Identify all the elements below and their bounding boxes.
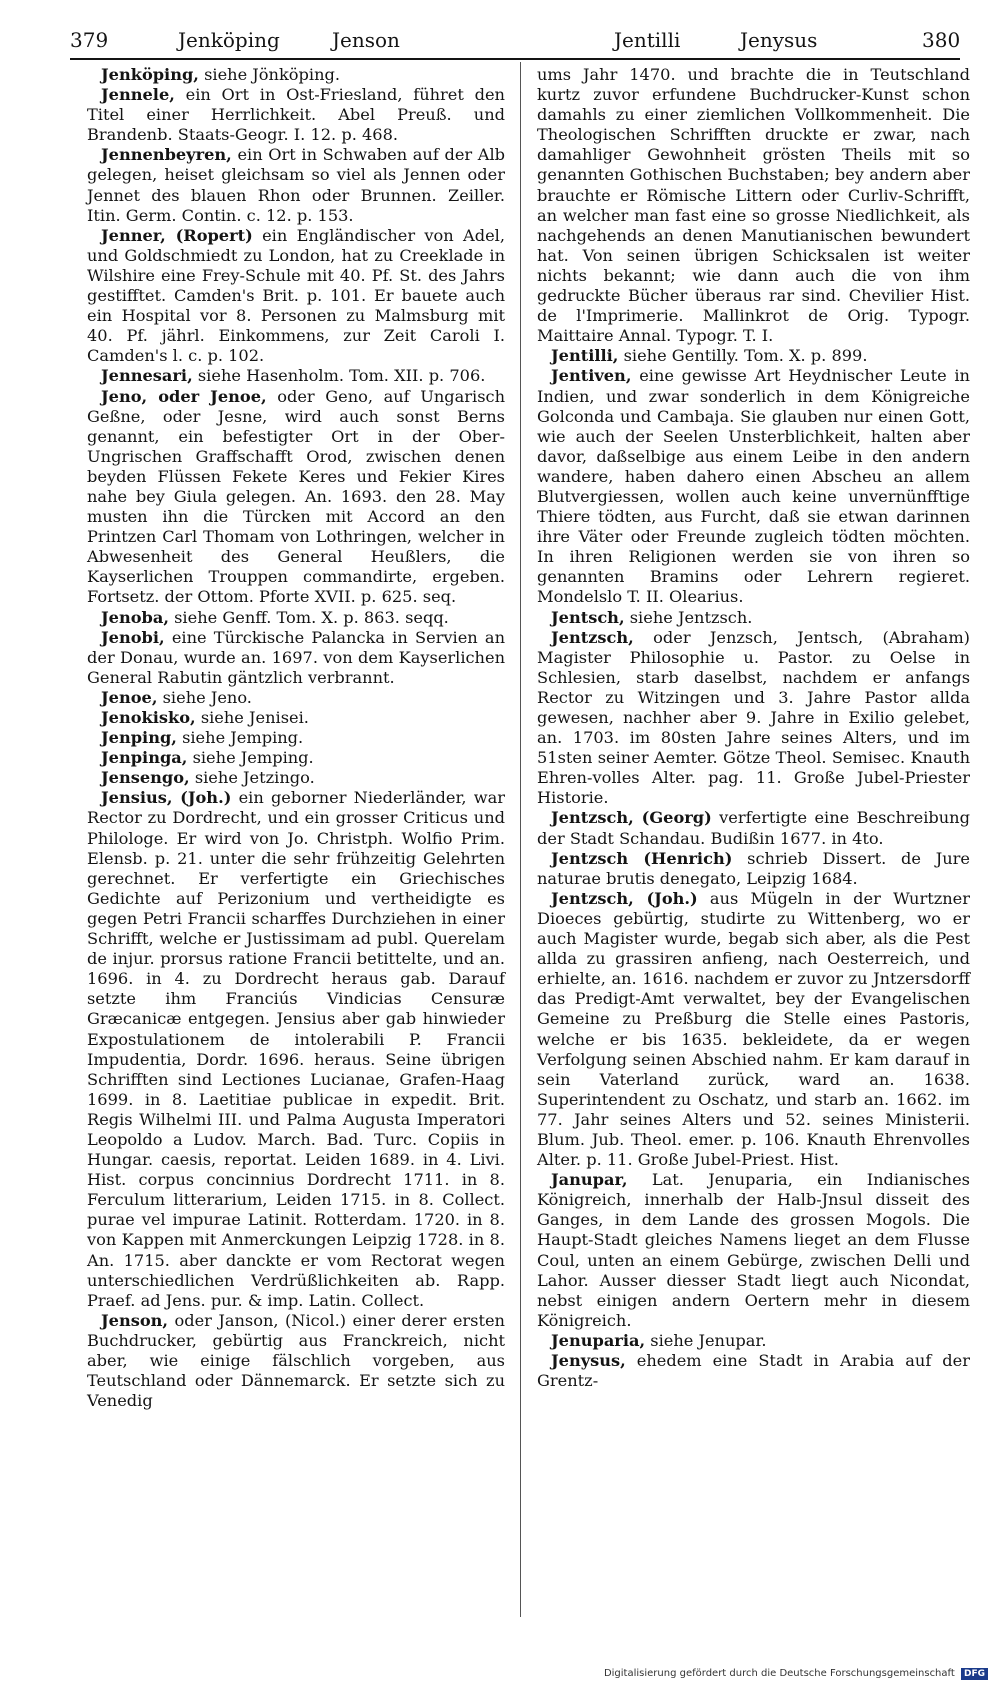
header-keyword-left-2: Jenson	[332, 28, 400, 52]
entry-headword: Jenobi,	[101, 627, 165, 647]
entry-headword: Jenoe,	[101, 687, 158, 707]
entry-headword: Jennele,	[101, 85, 175, 105]
entry-headword: Jenson,	[101, 1310, 169, 1330]
dictionary-entry	[87, 728, 505, 748]
dictionary-entry	[537, 346, 970, 366]
dictionary-entry	[537, 366, 970, 607]
entry-text: siehe Jönköping.	[204, 65, 340, 84]
entry-text: siehe Gentilly. Tom. X. p. 899.	[623, 346, 868, 366]
dictionary-entry	[537, 849, 970, 889]
dictionary-entry	[87, 387, 505, 608]
dictionary-entry	[87, 628, 505, 688]
entry-text: siehe Genff. Tom. X. p. 863. seqq.	[174, 607, 449, 627]
dictionary-entry	[87, 366, 505, 386]
dictionary-entry	[87, 1311, 505, 1411]
entry-text: siehe Jemping.	[182, 728, 304, 748]
header-keyword-right-1: Jentilli	[614, 28, 681, 52]
entry-headword: Jensengo,	[101, 768, 190, 788]
entry-text: oder Janson, (Nicol.) einer derer ersten Buchdrucker, gebürtig aus Franckreich, nicht aber, wie einige fälschlich vorgeben, aus Teutschland oder Dännemarck. Er setzte sich zu Venedig	[87, 1310, 505, 1411]
header-keyword-right-2: Jenysus	[740, 28, 818, 52]
entry-text: oder Jenzsch, Jentsch, (Abraham) Magister Philosophie u. Pastor. zu Oelse in Schlesien, starb daselbst, nachdem er anfangs Rector zu Witzingen und 3. Jahre Pastor allda gewesen, nachher aber 9. Jahre in Exilio gelebet, an. 1703. im 80sten Jahre seines Alters, und im 51sten seiner Aemter. Götze Theol. Semisec. Knauth Ehren-volles Alter. pag. 11. Große Jubel-Priester Historie.	[537, 627, 970, 808]
dictionary-entry	[537, 1351, 970, 1391]
column-divider	[520, 62, 521, 1617]
entry-text: ehedem eine Stadt in Arabia auf der Grentz-	[537, 1351, 970, 1391]
entry-text: siehe Hasenholm. Tom. XII. p. 706.	[197, 366, 486, 386]
right-column	[537, 65, 970, 1391]
dictionary-entry	[537, 808, 970, 848]
left-column	[87, 65, 505, 1411]
entry-headword: Jennesari,	[101, 366, 193, 386]
dictionary-entry	[87, 226, 505, 367]
entry-text: Lat. Jenuparia, ein Indianisches Königreich, innerhalb der Halb-Jnsul disseit des Ganges, in dem Lande des grossen Mogols. Die Haupt-Stadt gleiches Namens lieget an dem Flusse Coul, unten an einem Gebürge, zwischen Delli und Lahor. Ausser diesser Stadt liegt auch Nicondat, nebst einigen andern Oertern mehr in diesem Königreich.	[537, 1170, 970, 1330]
entry-text: schrieb Dissert. de Jure naturae brutis denegato, Leipzig 1684.	[537, 848, 970, 888]
entry-headword: Janupar,	[551, 1170, 628, 1190]
entry-text: verfertigte eine Beschreibung der Stadt Schandau. Budißin 1677. in 4to.	[537, 808, 970, 848]
entry-headword: Jenysus,	[551, 1351, 626, 1370]
dictionary-entry	[87, 748, 505, 768]
dictionary-entry	[537, 889, 970, 1170]
header-keyword-left-1: Jenköping	[178, 28, 280, 52]
entry-headword: Jennenbeyren,	[101, 145, 232, 165]
dictionary-entry	[87, 768, 505, 788]
entry-text: aus Mügeln in der Wurtzner Dioeces gebürtig, studirte zu Wittenberg, wo er auch Magister wurde, begab sich aber, als die Pest allda zu grassiren anfieng, nach Oesterreich, und erhielte, an. 1616. nachdem er zuvor zu Jntzersdorff das Predigt-Amt verwaltet, bey der Evangelischen Gemeine zu Preßburg die Stelle eines Pastoris, welche er bis 1635. bekleidete, da er wegen Verfolgung seinen Abschied nahm. Er kam darauf in sein Vaterland zurück, ward an. 1638. Superintendent zu Oschatz, und starb an. 1662. im 77. Jahr seines Alters und 52. seines Ministerii. Blum. Jub. Theol. emer. p. 106. Knauth Ehrenvolles Alter. p. 11. Große Jubel-Priest. Hist.	[537, 888, 970, 1170]
page-number-left: 379	[70, 28, 109, 52]
entry-text: siehe Jenisei.	[200, 708, 309, 727]
dictionary-entry	[537, 65, 970, 346]
entry-headword: Jentzsch,	[551, 627, 634, 647]
entry-headword: Jentzsch, (Georg)	[551, 808, 712, 828]
dictionary-entry	[87, 65, 505, 85]
entry-text: siehe Jeno.	[162, 687, 252, 707]
entry-text: eine gewisse Art Heydnischer Leute in Indien, und zwar sonderlich in dem Königreiche Golconda und Cambaja. Sie glauben nur einen Gott, wie auch der Seelen Unsterblichkeit, halten aber davor, daßselbige aus einem Leibe in den andern wandere, haben dahero einen Abscheu an allem Blutvergiessen, wollen auch keine unvernünfftige Thiere tödten, aus Furcht, daß sie etwan darinnen ihre Väter oder Freunde zugleich tödten möchten. In ihren Religionen werden sie von ihren so genannten Bramins oder Lehrern regieret. Mondelslo T. II. Olearius.	[537, 366, 970, 607]
entry-headword: Jentsch,	[551, 607, 625, 627]
entry-headword: Jentilli,	[551, 346, 619, 366]
entry-headword: Jenköping,	[101, 65, 199, 84]
dictionary-entry	[537, 608, 970, 628]
entry-headword: Jentzsch, (Joh.)	[551, 888, 698, 908]
entry-headword: Jentzsch (Henrich)	[551, 848, 733, 868]
entry-text: siehe Jemping.	[192, 748, 314, 768]
entry-text: eine Türckische Palancka in Servien an der Donau, wurde an. 1697. von dem Kayserlichen General Rabutin gäntzlich verbrannt.	[87, 627, 505, 687]
footer-text: Digitalisierung gefördert durch die Deutsche Forschungsgemeinschaft	[603, 1668, 955, 1679]
entry-text: siehe Jentzsch.	[629, 607, 753, 627]
entry-text: ein Engländischer von Adel, und Goldschmiedt zu London, hat zu Creeklade in Wilshire eine Frey-Schule mit 40. Pf. St. des Jahrs gestifftet. Camden's Brit. p. 101. Er bauete auch ein Hospital vor 8. Personen zu Malmsburg mit 40. Pf. jährl. Einkommens, zur Zeit Caroli I. Camden's l. c. p. 102.	[87, 225, 505, 366]
dictionary-entry	[87, 608, 505, 628]
dictionary-entry	[87, 788, 505, 1310]
entry-headword: Jenuparia,	[551, 1330, 646, 1350]
dictionary-entry	[537, 628, 970, 809]
entry-headword: Jentiven,	[551, 366, 632, 386]
dfg-logo: DFG	[961, 1668, 988, 1680]
running-header	[70, 28, 960, 58]
entry-headword: Jeno, oder Jenoe,	[101, 386, 267, 406]
entry-text: ein Ort in Schwaben auf der Alb gelegen, heiset gleichsam so viel als Jennen oder Jennet des blauen Rhon oder Brunnen. Zeiller. Itin. Germ. Contin. c. 12. p. 153.	[87, 145, 505, 225]
entry-headword: Jenping,	[101, 728, 177, 748]
header-rule	[70, 58, 960, 60]
footer-credit	[604, 1668, 988, 1680]
entry-text: siehe Jenupar.	[650, 1330, 767, 1350]
entry-text: siehe Jetzingo.	[194, 768, 315, 788]
dictionary-entry	[87, 708, 505, 728]
dictionary-entry	[537, 1331, 970, 1351]
entry-text: oder Geno, auf Ungarisch Geßne, oder Jesne, wird auch sonst Berns genannt, ein befestigter Ort in der Ober-Ungrischen Graffschafft Orod, zwischen denen beyden Flüssen Fekete Keres und Fekier Kires nahe bey Giula gelegen. An. 1693. den 28. May musten ihn die Türcken mit Accord an den Printzen Carl Thomam von Lothringen, welcher in Abwesenheit des General Heußlers, die Kayserlichen Trouppen commandirte, ergeben. Fortsetz. der Ottom. Pforte XVII. p. 625. seq.	[87, 386, 505, 607]
dictionary-entry	[87, 688, 505, 708]
entry-headword: Jensius, (Joh.)	[101, 788, 232, 808]
dictionary-entry	[87, 85, 505, 145]
entry-text: ums Jahr 1470. und brachte die in Teutschland kurtz zuvor erfundene Buchdrucker-Kunst schon damahls zu einer ziemlichen Vollkommenheit. Die Theologischen Schrifften druckte er zwar, nach damahliger Gewohnheit grösten Theils mit so genannten Gothischen Buchstaben; bey andern aber brauchte er Römische Littern oder Curliv-Schrifft, an welcher man fast eine so grosse Niedlichkeit, als nachgehends an denen Manutianischen bewundert hat. Von seinen übrigen Schicksalen ist weiter nichts bekannt; wie dann auch die von ihm gedruckte Bücher überaus rar sind. Chevilier Hist. de l'Imprimerie. Mallinkrot de Orig. Typogr. Maittaire Annal. Typogr. T. I.	[537, 65, 970, 346]
entry-headword: Jenoba,	[101, 607, 169, 627]
entry-headword: Jenpinga,	[101, 748, 188, 768]
entry-headword: Jenner, (Ropert)	[101, 225, 253, 245]
dictionary-entry	[537, 1170, 970, 1331]
entry-headword: Jenokisko,	[101, 708, 196, 727]
entry-text: ein Ort in Ost-Friesland, führet den Titel einer Herrlichkeit. Abel Preuß. und Brandenb. Staats-Geogr. I. 12. p. 468.	[87, 85, 505, 145]
entry-text: ein geborner Niederländer, war Rector zu Dordrecht, und ein grosser Criticus und Philologe. Er wird von Jo. Christph. Wolfio Prim. Elensb. p. 21. unter die sehr frühzeitig Gelehrten gerechnet. Er verfertigte ein Griechisches Gedichte auf Perizonium und vertheidigte es gegen Petri Francii scharffes Durchziehen in einer Schrifft, welche er Justissimam ad publ. Querelam de injur. prorsus ratione Francii betittelte, und an. 1696. in 4. zu Dordrecht heraus gab. Darauf setzte ihm Franciús Vindicias Censuræ Græcanicæ entgegen. Jensius aber gab hinwieder Expostulationem de intolerabili P. Francii Impudentia, Dordr. 1696. heraus. Seine übrigen Schrifften sind Lectiones Lucianae, Grafen-Haag 1699. in 8. Laetitiae publicae in expedit. Brit. Regis Wilhelmi III. und Palma Augusta Imperatori Leopoldo a Ludov. March. Bad. Turc. Copiis in Hungar. caesis, reportat. Leiden 1689. in 4. Livi. Hist. corpus concinnius Dordrecht 1711. in 8. Ferculum litterarium, Leiden 1715. in 8. Collect. purae vel impurae Latinit. Rotterdam. 1720. in 8. von Kappen mit Anmerckungen Leipzig 1728. in 8. An. 1715. aber danckte er vom Rectorat wegen unterschiedlichen Verdrüßlichkeiten ab. Rapp. Praef. ad Jens. pur. & imp. Latin. Collect.	[87, 788, 506, 1310]
page-number-right: 380	[922, 28, 961, 52]
dictionary-entry	[87, 145, 505, 225]
